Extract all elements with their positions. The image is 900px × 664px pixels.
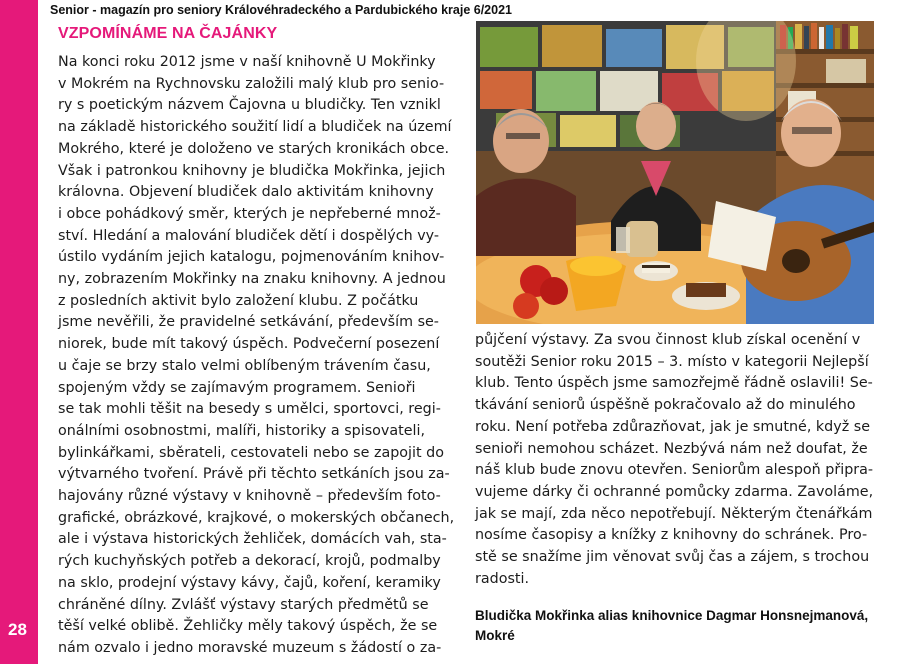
article-text-line: Však i patronkou knihovny je bludička Mokřinka, jejich [58, 162, 446, 179]
signature-line: Mokré [475, 628, 515, 643]
article-text-line: jsme nevěřili, že pravidelné setkávání, především se- [58, 314, 439, 331]
article-text-line: senioři nemohou scházet. Nezbývá nám než doufat, že [475, 440, 868, 457]
article-text-line: rých kuchyňských potřeb a dekorací, krojů, podmalby [58, 553, 441, 570]
article-text-line: vujeme dárky či ochranné pomůcky zdarma. Zavoláme, [475, 483, 874, 500]
running-header: Senior - magazín pro seniory Královéhradeckého a Pardubického kraje 6/2021 [50, 3, 512, 17]
article-text-line: bylinkářkami, sběrateli, cestovateli nebo se zapojit do [58, 444, 444, 461]
article-text-line: stě se snažíme jim věnovat svůj čas a zájem, s trochou [475, 549, 870, 566]
article-text-line: těší velké oblibě. Žehličky měly takový úspěch, že se [58, 618, 438, 635]
article-signature [475, 606, 868, 646]
page-edge-strip [0, 0, 38, 664]
photo-illustration [476, 21, 874, 324]
article-text-line: u čaje se brzy stalo velmi oblíbeným trávením času, [58, 357, 431, 374]
article-text-line: z posledních aktivit bylo založení klubu. Z počátku [58, 292, 419, 309]
article-text-line: nám ozvalo i jedno moravské muzeum s žádostí o za- [58, 639, 442, 656]
article-text-line: na základě historického soužití lidí a bludiček na území [58, 119, 452, 136]
article-text-line: hajovány různé výstavy v knihovně – především foto- [58, 488, 441, 505]
article-text-line: výtvarného tvoření. Právě při těchto setkáních jsou za- [58, 466, 450, 483]
article-headline: VZPOMÍNÁME NA ČAJÁNKY [58, 25, 278, 42]
article-text-line: ství. Hledání a malování bludiček dětí i dospělých vy- [58, 227, 440, 244]
article-text-line: v Mokrém na Rychnovsku založili malý klub pro senio- [58, 75, 445, 92]
article-text-line: náš klub bude znovu otevřen. Seniorům alespoň připra- [475, 462, 874, 479]
article-text-line: niorek, bude mít takový úspěch. Podvečerní posezení [58, 336, 440, 353]
article-text-line: grafické, obrázkové, krajkové, o mokerských občanech, [58, 509, 455, 526]
article-text-line: spojeným vždy se zajímavým programem. Senioři [58, 379, 416, 396]
article-text-line: Mokrého, které je doloženo ve starých kronikách obce. [58, 140, 450, 157]
article-photo [476, 21, 874, 324]
article-text-line: Na konci roku 2012 jsme v naší knihovně U Mokřinky [58, 54, 436, 70]
article-text-line: ny, zobrazením Mokřinky na znaku knihovny. A jednou [58, 271, 446, 288]
article-text-line: roku. Není potřeba zdůrazňovat, jak je smutné, když se [475, 418, 871, 435]
article-text-line: půjčení výstavy. Za svou činnost klub získal ocenění v [475, 332, 861, 348]
article-text-line: se tak mohli těšit na besedy s umělci, sportovci, regi- [58, 401, 441, 418]
article-text-line: chráněné dílny. Zvlášť výstavy starých předmětů se [58, 596, 429, 613]
article-text-line: klub. Tento úspěch jsme samozřejmě řádně oslavili! Se- [475, 375, 873, 392]
signature-line: Bludička Mokřinka alias knihovnice Dagmar Honsnejmanová, [475, 608, 869, 623]
article-text-line: radosti. [475, 570, 530, 587]
article-text-line: ale i výstava historických žehliček, domácích vah, sta- [58, 531, 447, 548]
article-text-line: tkávání seniorů úspěšně pokračovalo až do minulého [475, 397, 856, 414]
article-text-line: onálními osobnostmi, malíři, historiky a spisovateli, [58, 422, 426, 439]
article-text-line: na sklo, prodejní výstavy kávy, čajů, koření, keramiky [58, 574, 441, 591]
article-text-line: královna. Objevení bludiček dalo aktivitám knihovny [58, 184, 434, 201]
article-text-line: soutěži Senior roku 2015 – 3. místo v kategorii Nejlepší [475, 353, 869, 370]
article-text-line: ústilo vydáním jejich katalogu, pojmenováním knihov- [58, 249, 445, 266]
article-text-line: jak se mají, zda něco nepotřebují. Některým čtenářkám [475, 505, 873, 522]
article-text-line: ry s poetickým názvem Čajovna u bludičky. Ten vznikl [58, 97, 441, 114]
article-text-line: i obce pohádkový směr, kterých je nepřeberné množ- [58, 205, 441, 222]
article-left-column [58, 52, 458, 660]
article-text-line: nosíme časopisy a knížky z knihovny do schránek. Pro- [475, 527, 868, 544]
page-number: 28 [8, 620, 27, 639]
article-right-column [475, 330, 880, 590]
